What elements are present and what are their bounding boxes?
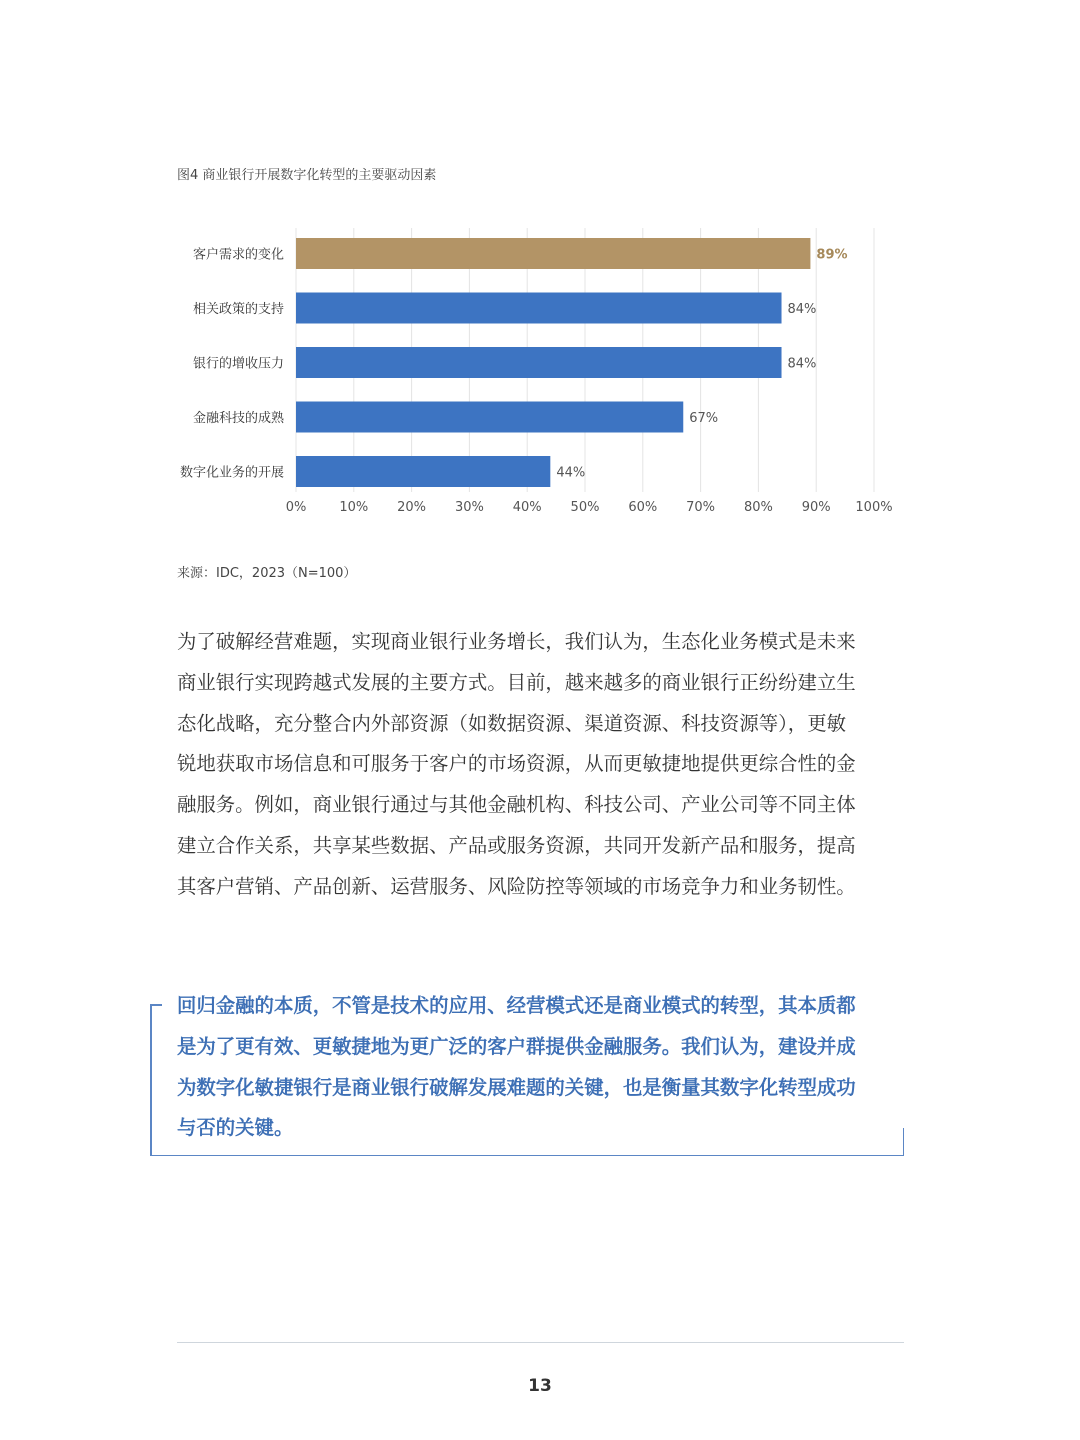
- quote-line: 与否的关键。: [177, 1116, 294, 1140]
- category-label: 金融科技的成熟: [192, 411, 284, 426]
- quote-frame-bottom-line: [150, 1155, 904, 1157]
- bar: [296, 238, 810, 269]
- x-tick-label: 90%: [801, 500, 831, 515]
- data-label: 89%: [816, 247, 848, 263]
- body-line: 建立合作关系，共享某些数据、产品或服务资源，共同开发新产品和服务，提高: [177, 833, 856, 857]
- pull-quote: [177, 986, 917, 1149]
- x-tick-label: 80%: [743, 500, 773, 515]
- body-line: 商业银行实现跨越式发展的主要方式。目前，越来越多的商业银行正纷纷建立生: [177, 670, 856, 694]
- data-label: 44%: [556, 465, 586, 481]
- x-tick-label: 40%: [512, 500, 542, 515]
- x-tick-label: 0%: [285, 500, 307, 515]
- bar: [296, 293, 782, 324]
- figure-source: 来源：IDC，2023（N=100）: [177, 566, 357, 581]
- x-tick-label: 100%: [855, 500, 893, 515]
- body-line: 态化战略，充分整合内外部资源（如数据资源、渠道资源、科技资源等），更敏: [177, 711, 846, 735]
- bar: [296, 456, 550, 487]
- bar: [296, 347, 782, 378]
- data-label: 84%: [787, 302, 817, 317]
- body-paragraph: [177, 622, 917, 908]
- body-line: 锐地获取市场信息和可服务于客户的市场资源，从而更敏捷地提供更综合性的金: [177, 752, 856, 776]
- quote-line: 是为了更有效、更敏捷地为更广泛的客户群提供金融服务。我们认为，建设并成: [177, 1034, 856, 1058]
- body-line: 其客户营销、产品创新、运营服务、风险防控等领域的市场竞争力和业务韧性。: [177, 874, 856, 898]
- quote-frame-top-tick: [150, 1004, 162, 1006]
- x-tick-label: 50%: [570, 500, 600, 515]
- x-tick-label: 30%: [454, 500, 484, 515]
- footer-divider: [177, 1342, 904, 1343]
- category-label: 客户需求的变化: [192, 247, 284, 263]
- category-label: 数字化业务的开展: [179, 465, 284, 481]
- category-label: 相关政策的支持: [192, 302, 284, 317]
- bar: [296, 402, 683, 433]
- page-number: 13: [528, 1376, 552, 1396]
- x-tick-label: 20%: [397, 500, 427, 515]
- data-label: 84%: [787, 356, 817, 372]
- body-line: 为了破解经营难题，实现商业银行业务增长，我们认为，生态化业务模式是未来: [177, 630, 856, 653]
- quote-line: 回归金融的本质，不管是技术的应用、经营模式还是商业模式的转型，其本质都: [177, 994, 856, 1017]
- body-line: 融服务。例如，商业银行通过与其他金融机构、科技公司、产业公司等不同主体: [177, 793, 856, 817]
- x-tick-label: 10%: [339, 500, 369, 515]
- data-label: 67%: [689, 411, 719, 426]
- x-tick-label: 60%: [628, 500, 658, 515]
- quote-frame-left-line: [150, 1004, 152, 1156]
- quote-line: 为数字化敏捷银行是商业银行破解发展难题的关键，也是衡量其数字化转型成功: [177, 1075, 856, 1099]
- figure-title: 图4 商业银行开展数字化转型的主要驱动因素: [177, 168, 437, 183]
- category-label: 银行的增收压力: [192, 356, 284, 372]
- bar-chart: [170, 220, 910, 530]
- x-tick-label: 70%: [686, 500, 716, 515]
